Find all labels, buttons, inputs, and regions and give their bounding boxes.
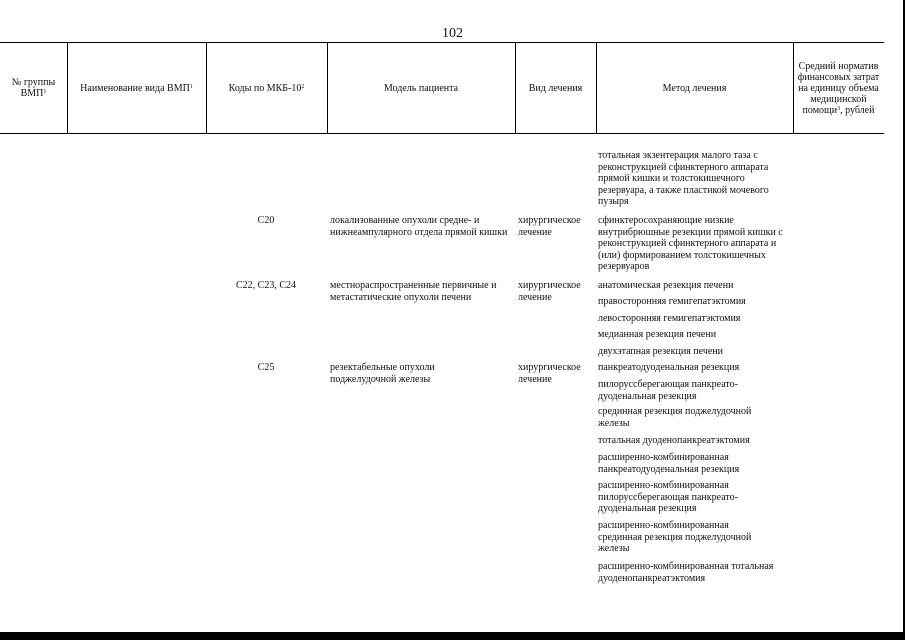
- header-patient-model: Модель пациента: [383, 82, 459, 94]
- treatment-method: панкреатодуоденальная резекция: [598, 362, 740, 373]
- treatment-method: сфинктеросохраняющие низкие внутрибрюшные резекции прямой кишки с реконструкцией сфинктерного аппарата и (или) формированием толстокишечных резервуаров: [598, 215, 783, 272]
- treatment-method: расширенно-комбинированная пилоруссберегающая панкреато-дуоденальная резекция: [598, 480, 738, 514]
- treatment-method: тотальная экзентерация малого таза с реконструкцией сфинктерного аппарата прямой кишки и толстокишечного резервуара, а также пластикой мочевого пузыря: [598, 150, 769, 207]
- treatment-method: двухэтапная резекция печени: [598, 346, 723, 357]
- table-header: [0, 42, 884, 134]
- patient-model: местнораспространенные первичные и метастатические опухоли печени: [330, 280, 497, 303]
- icd-code: C20: [257, 215, 275, 226]
- treatment-method: расширенно-комбинированная панкреатодуоденальная резекция: [598, 452, 740, 475]
- treatment-method: правосторонняя гемигепатэктомия: [598, 296, 746, 307]
- treatment-method: расширенно-комбинированная тотальная дуоденопанкреатэктомия: [598, 561, 774, 584]
- treatment-method: медианная резекция печени: [598, 329, 717, 340]
- page-border-bottom: [0, 632, 905, 640]
- treatment-type: хирургическое лечение: [518, 215, 581, 238]
- header-treatment-method: Метод лечения: [662, 82, 727, 94]
- header-treatment-type: Вид лечения: [528, 82, 583, 94]
- header-icd-codes: Коды по МКБ-$10^2$: [228, 82, 305, 94]
- treatment-type: хирургическое лечение: [518, 280, 581, 303]
- treatment-method: левосторонняя гемигепатэктомия: [598, 313, 741, 324]
- icd-code: C25: [257, 362, 275, 373]
- treatment-type: хирургическое лечение: [518, 362, 581, 385]
- icd-code: C22, C23, C24: [235, 280, 296, 291]
- header-group-number: № группы ВМП$^1$: [11, 77, 56, 99]
- treatment-method: расширенно-комбинированная срединная резекция поджелудочной железы: [598, 520, 752, 554]
- treatment-method: тотальная дуоденопанкреатэктомия: [598, 435, 750, 446]
- patient-model: локализованные опухоли средне- и нижнеампулярного отдела прямой кишки: [330, 215, 508, 238]
- page-number: 102: [442, 26, 463, 41]
- patient-model: резектабельные опухоли поджелудочной железы: [330, 362, 435, 385]
- treatment-method: анатомическая резекция печени: [598, 280, 734, 291]
- treatment-method: срединная резекция поджелудочной железы: [598, 406, 752, 429]
- header-average-cost: Средний норматив финансовых затрат на единицу объема медицинской помощи$^3$, рублей: [797, 60, 880, 116]
- treatment-method: пилоруссберегающая панкреато-дуоденальная резекция: [598, 379, 738, 402]
- header-vmp-name: Наименование вида ВМП$^1$: [80, 82, 193, 94]
